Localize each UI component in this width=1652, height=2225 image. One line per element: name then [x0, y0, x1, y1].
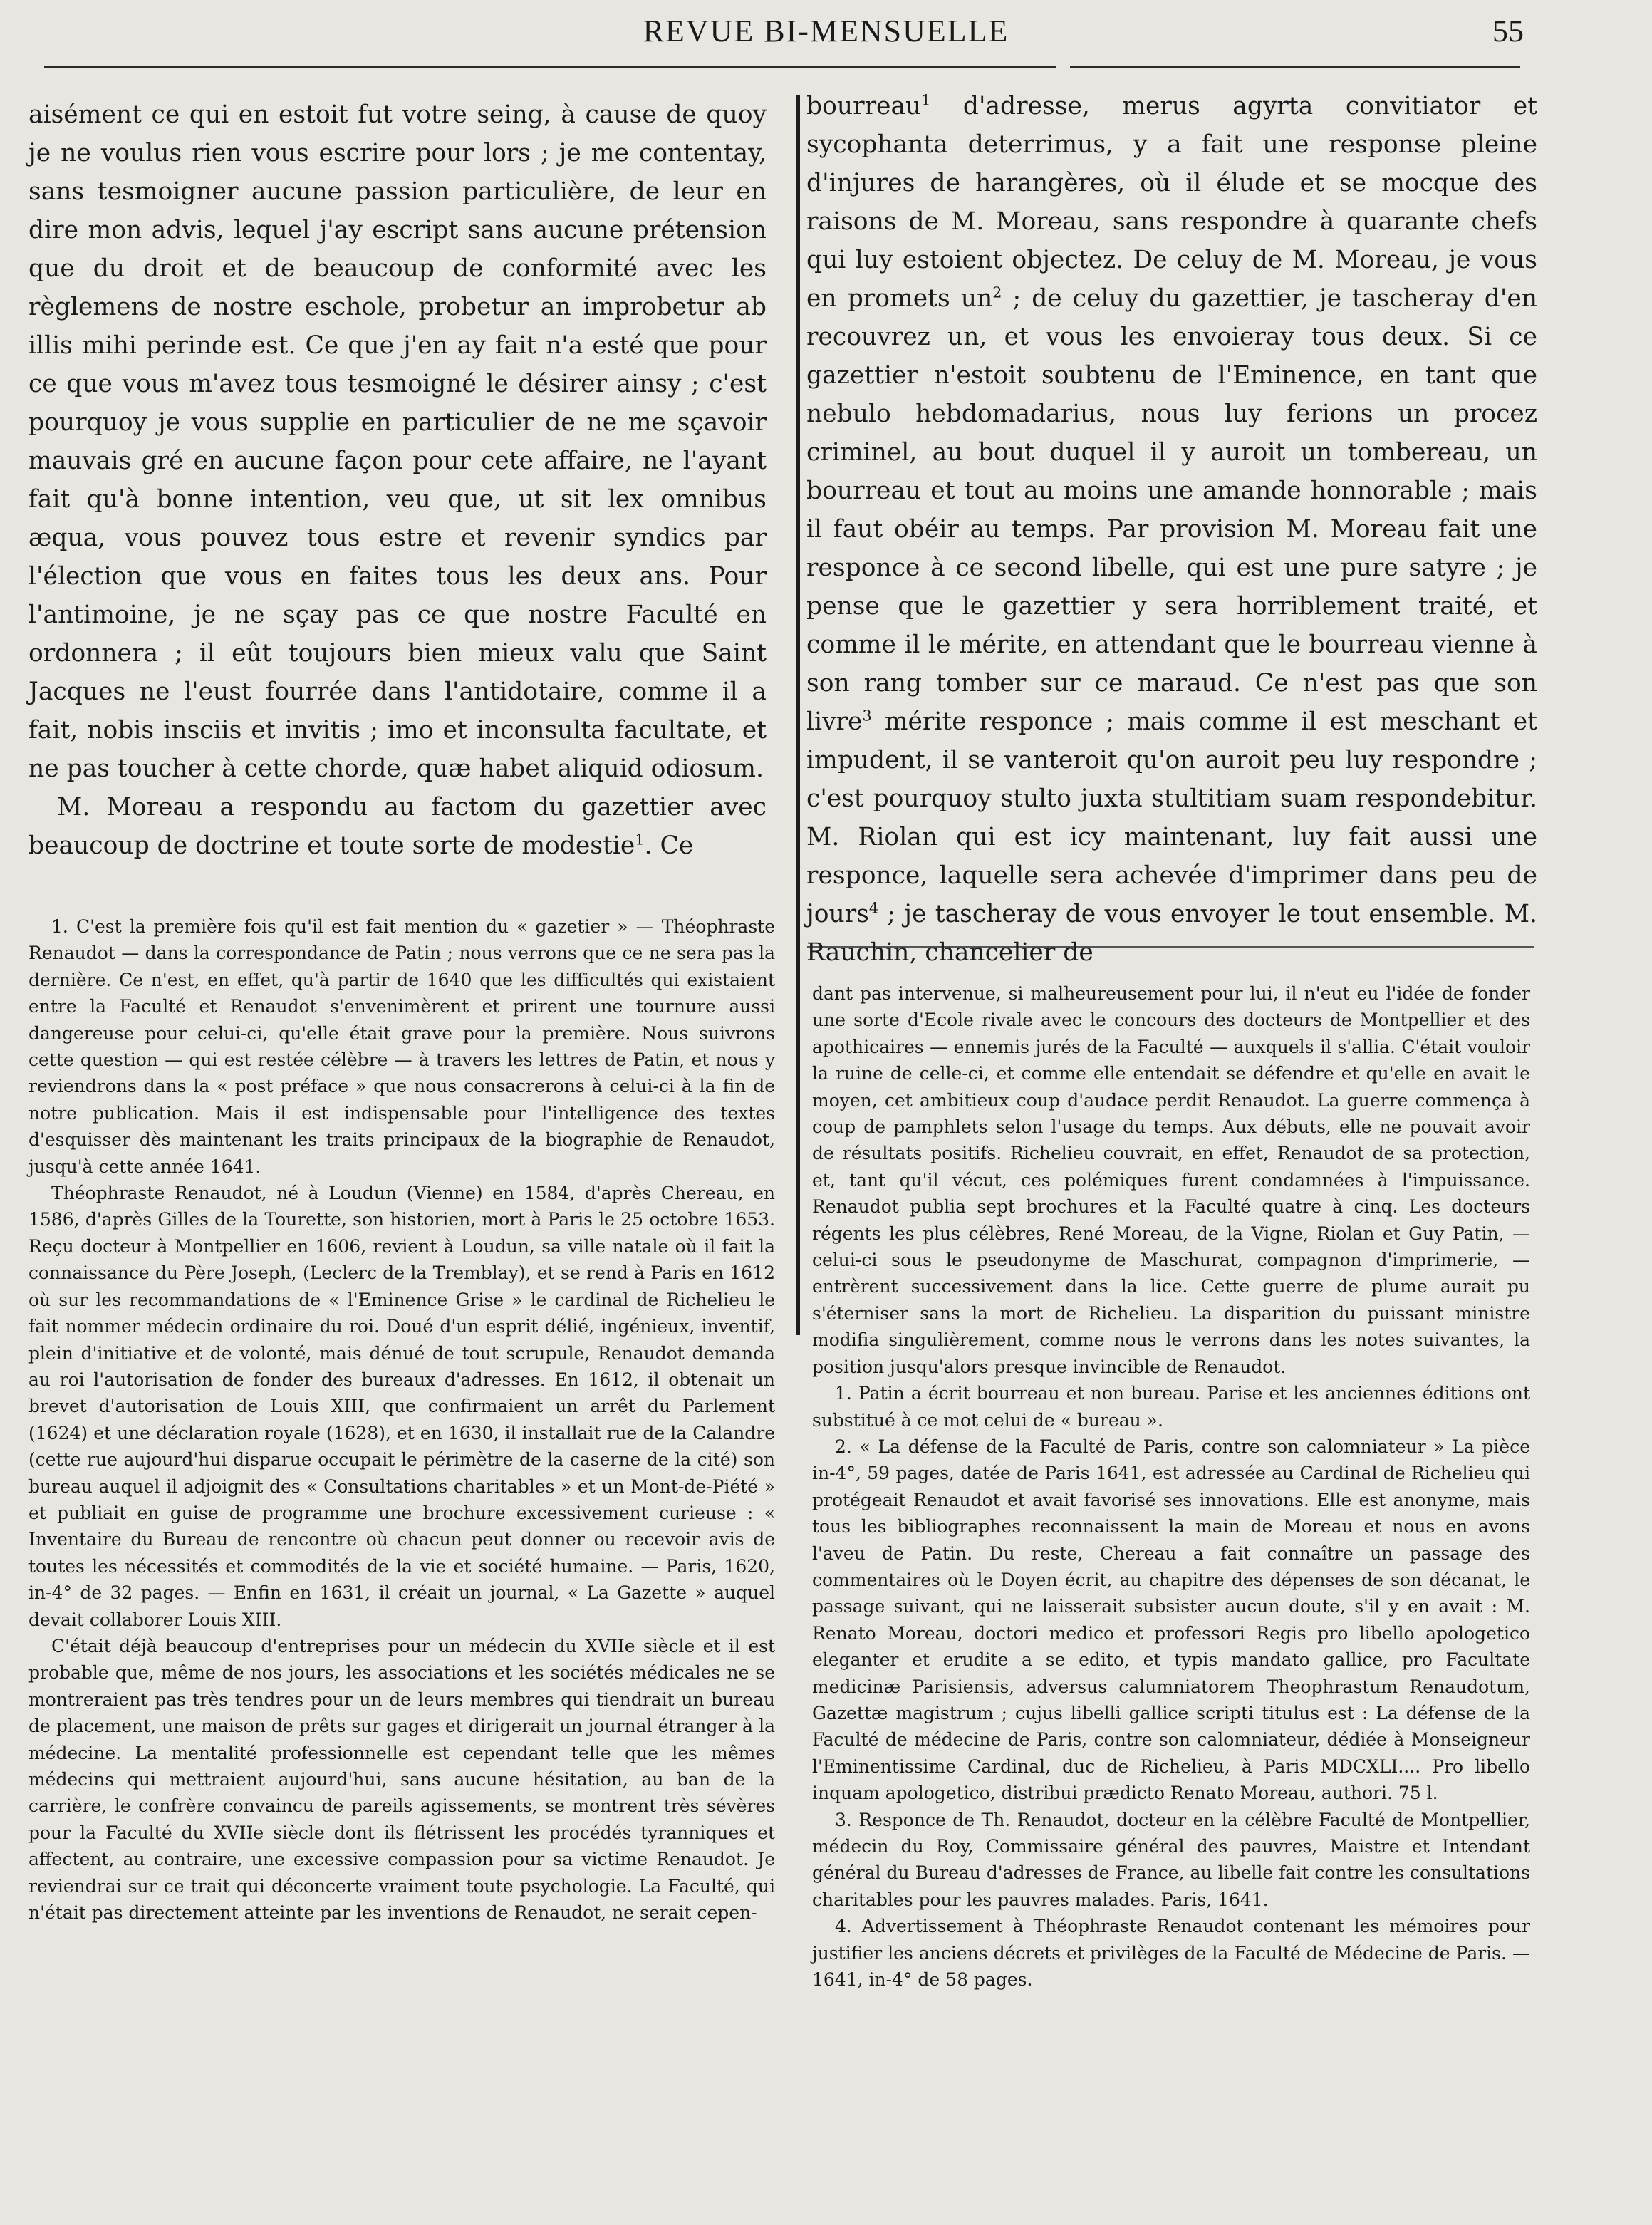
footnotes-left-column [28, 913, 775, 1926]
footnote-3: 3. Responce de Th. Renaudot, docteur en la célèbre Faculté de Montpellier, médecin du Roy, Commissaire général des pauvres, Maistre et Intendant général du Bureau d'adresses de France, au libelle fait contre les consultations charitables pour les pauvres malades. Paris, 1641. [812, 1809, 1530, 1910]
body-text-segment-b: d'adresse, merus agyrta convitiator et sycophanta deterrimus, y a fait une response pleine d'injures de harangères, où il élude et se mocque des raisons de M. Moreau, sans respondre à quarante chefs qui luy estoient objectez. De celuy de M. Moreau, je vous en promets un [806, 92, 1537, 313]
footnote-1: 1. C'est la première fois qu'il est fait mention du « gazetier » — Théophraste Renaudot — dans la correspondance de Patin ; nous verrons que ce ne sera pas la dernière. Ce n'est, en effet, qu'à partir de 1640 que les difficultés qui existaient entre la Faculté et Renaudot s'envenimèrent et prirent une tournure aussi dangereuse pour celui-ci, qu'elle était grave pour la première. Nous suivrons cette question — qui est restée célèbre — à travers les lettres de Patin, et nous y reviendrons dans la « post préface » que nous consacrerons à celui-ci à la fin de notre publication. Mais il est indispensable pour l'intelligence des textes d'esquisser dès maintenant les traits principaux de la biographie de Renaudot, jusqu'à cette année 1641. [28, 916, 775, 1177]
body-paragraph-1: aisément ce qui en estoit fut votre seing, à cause de quoy je ne voulus rien vous escrire pour lors ; je me contentay, sans tesmoigner aucune passion particulière, de leur en dire mon advis, lequel j'ay escript sans aucune prétension que du droit et de beaucoup de conformité avec les règlemens de nostre eschole, probetur an improbetur ab illis mihi perinde est. Ce que j'en ay fait n'a esté que pour ce que vous m'avez tous tesmoigné le désirer ainsy ; c'est pourquoy je vous supplie en particulier de ne me sçavoir mauvais gré en aucune façon pour cete affaire, ne l'ayant fait qu'à bonne intention, veu que, ut sit lex omnibus æqua, vous pouvez tous estre et revenir syndics par l'élection que vous en faites tous les deux ans. Pour l'antimoine, je ne sçay pas ce que nostre Faculté en ordonnera ; il eût toujours bien mieux valu que Saint Jacques ne l'eust fourrée dans l'antidotaire, comme il a fait, nobis insciis et invitis ; imo et inconsulta facultate, et ne pas toucher à cette chorde, quæ habet aliquid odiosum. [28, 100, 767, 783]
footnote-1-continuation: dant pas intervenue, si malheureusement pour lui, il n'eut eu l'idée de fonder une sorte d'Ecole rivale avec le concours des docteurs de Montpellier et des apothicaires — ennemis jurés de la Faculté — auxquels il s'allia. C'était vouloir la ruine de celle-ci, et comme elle entendait se défendre et qu'elle en avait le moyen, cet ambitieux coup d'audace perdit Renaudot. La guerre commença à coup de pamphlets selon l'usage du temps. Aux débuts, elle ne pouvait avoir de résultats positifs. Richelieu couvrait, en effet, Renaudot de sa protection, et, tant qu'il vécut, ces polémiques furent condamnées à l'impuissance. Renaudot publia sept brochures et la Faculté quatre à cinq. Les docteurs régents les plus célèbres, René Moreau, de la Vigne, Riolan et Guy Patin, — celui-ci sous le pseudonyme de Maschurat, compagnon d'imprimerie, — entrèrent successivement dans la lice. Cette guerre de plume aurait pu s'éterniser sans la mort de Richelieu. La disparition du puissant ministre modifia singulièrement, comme nous le verrons dans les notes suivantes, la position jusqu'alors presque invincible de Renaudot. [812, 983, 1530, 1377]
body-paragraph-2-text: M. Moreau a respondu au factom du gazettier avec beaucoup de doctrine et toute sorte de modestie [28, 793, 767, 860]
footnote-ref-1b: 1 [921, 91, 931, 109]
footnote-2: 2. « La défense de la Faculté de Paris, contre son calomniateur » La pièce in-4°, 59 pages, datée de Paris 1641, est adressée au Cardinal de Richelieu qui protégeait Renaudot et avait favorisé ses innovations. Elle est anonyme, mais tous les bibliographes reconnaissent la main de Moreau et nous en avons l'aveu de Patin. Du reste, Chereau a fait connaître un passage des commentaires où le Doyen écrit, au chapitre des dépenses de son décanat, le passage suivant, qui ne laisserait subsister aucun doute, s'il y en avait : M. Renato Moreau, doctori medico et professori Regis pro libello apologetico eleganter et erudite a se edito, et typis mandato gallice, pro Facultate medicinæ Parisiensis, adversus calumniatorem Theophrastum Renaudotum, Gazettæ magistrum ; cujus libelli gallice scripti titulus est : La défense de la Faculté de médecine de Paris, contre son calomniateur, dédiée à Monseigneur l'Eminentissime Cardinal, duc de Richelieu, à Paris MDCXLI.... Pro libello inquam apologetico, distribui prædicto Renato Moreau, authori. 75 l. [812, 1436, 1530, 1804]
main-text-right-column [806, 87, 1537, 972]
body-paragraph-3 [806, 87, 1537, 972]
footnote-bourreau: 1. Patin a écrit bourreau et non bureau. Parise et les anciennes éditions ont substitué à ce mot celui de « bureau ». [812, 1383, 1530, 1431]
header-rule-right [1070, 66, 1520, 68]
footnotes-right-column [812, 980, 1530, 1993]
footnote-ref-1: 1 [635, 831, 645, 849]
footnote-4: 4. Advertissement à Théophraste Renaudot contenant les mémoires pour justifier les anciens décrets et privilèges de la Faculté de Médecine de Paris. — 1641, in-4° de 58 pages. [812, 1916, 1530, 1991]
header-rule-left [44, 66, 1056, 68]
body-text-segment-a: bourreau [806, 92, 922, 120]
footnote-1-commentary: C'était déjà beaucoup d'entreprises pour un médecin du XVIIe siècle et il est probable que, même de nos jours, les associations et les sociétés médicales ne se montreraient pas très tendres pour un de leurs membres qui tiendrait un bureau de placement, une maison de prêts sur gages et dirigerait un journal étranger à la médecine. La mentalité professionnelle est cependant telle que les mêmes médecins qui mettraient aujourd'hui, sans aucune hésitation, au ban de la carrière, le confrère convaincu de pareils agissements, se montrent très sévères pour la Faculté du XVIIe siècle dont ils flétrissent les procédés tyranniques et affectent, au contraire, une excessive compassion pour sa victime Renaudot. Je reviendrai sur ce trait qui déconcerte vraiment toute psychologie. La Faculté, qui n'était pas directement atteinte par les inventions de Renaudot, ne serait cepen- [28, 1635, 775, 1924]
footnote-1-renaudot-bio: Théophraste Renaudot, né à Loudun (Vienne) en 1584, d'après Chereau, en 1586, d'après Gilles de la Tourette, son historien, mort à Paris le 25 octobre 1653. Reçu docteur à Montpellier en 1606, revient à Loudun, sa ville natale où il fait la connaissance du Père Joseph, (Leclerc de la Tremblay), et se rend à Paris en 1612 où sur les recommandations de « l'Eminence Grise » le cardinal de Richelieu le fait nommer médecin ordinaire du roi. Doué d'un esprit délié, ingénieux, inventif, plein d'initiative et de volonté, mais dénué de tout scrupule, Renaudot demanda au roi l'autorisation de fonder des bureaux d'adresses. En 1612, il obtenait un brevet d'autorisation de Louis XIII, que confirmaient un arrêt du Parlement (1624) et une déclaration royale (1628), et en 1630, il installait rue de la Calandre (cette rue aujourd'hui disparue occupait le périmètre de la caserne de la cité) son bureau auquel il adjoignit des « Consultations charitables » et un Mont-de-Piété » et publiait en guise de programme une brochure excessivement curieuse : « Inventaire du Bureau de rencontre où chacun peut donner ou recevoir avis de toutes les nécessités et commodités de la vie et société humaine. — Paris, 1620, in-4° de 32 pages. — Enfin en 1631, il créait un journal, « La Gazette » auquel devait collaborer Louis XIII. [28, 1183, 775, 1630]
footnote-ref-3: 3 [862, 707, 872, 725]
column-divider [796, 95, 800, 1335]
running-title: REVUE BI-MENSUELLE [643, 14, 1009, 48]
body-text-segment-d: mérite responce ; mais comme il est meschant et impudent, il se vanteroit qu'on auroit peu luy respondre ; c'est pourquoy stulto juxta stultitiam suam respondebitur. M. Riolan qui est icy maintenant, luy fait aussi une responce, laquelle sera achevée d'imprimer dans peu de jours [806, 707, 1537, 928]
footnote-ref-4: 4 [868, 899, 879, 917]
body-paragraph-2 [28, 788, 767, 865]
running-head [0, 6, 1652, 56]
body-text-segment-e: ; je tascheray de vous envoyer le tout ensemble. M. Rauchin, chancelier de [806, 900, 1537, 967]
main-text-left-column [28, 95, 767, 865]
body-text-segment-c: ; de celuy du gazettier, je tascheray d'en recouvrez un, et vous les envoieray tous deux. Si ce gazettier n'estoit soubtenu de l'Eminence, en tant que nebulo hebdomadarius, nous luy ferions un procez criminel, au bout duquel il y auroit un tombereau, un bourreau et tout au moins une amande honnorable ; mais il faut obéir au temps. Par provision M. Moreau fait une responce à ce second libelle, qui est une pure satyre ; je pense que le gazettier y sera horriblement traité, et comme il le mérite, en attendant que le bourreau vienne à son rang tomber sur ce maraud. Ce n'est pas que son livre [806, 284, 1537, 736]
body-paragraph-2-tail: . Ce [644, 831, 694, 860]
page-number: 55 [1492, 14, 1524, 48]
footnote-ref-2: 2 [992, 284, 1002, 301]
